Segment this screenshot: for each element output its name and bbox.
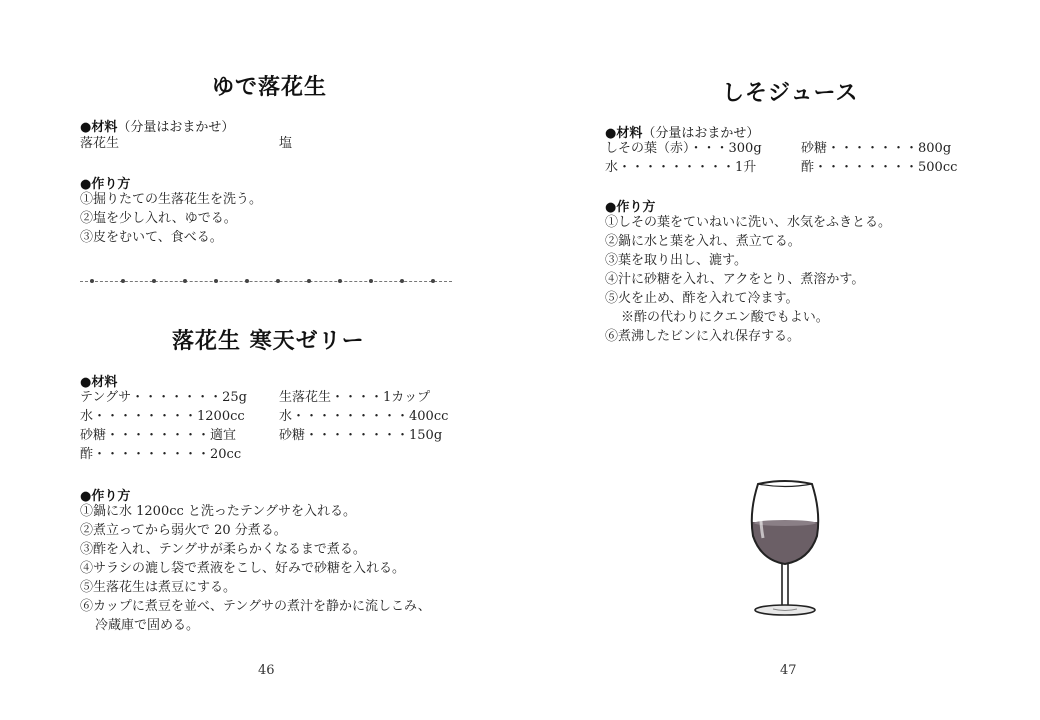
page-number: 46 <box>258 663 275 678</box>
method-step: ③皮をむいて、食べる。 <box>80 230 223 245</box>
method-step: ④サラシの漉し袋で煮液をこし、好みで砂糖を入れる。 <box>80 561 406 576</box>
ingredient-item: 水・・・・・・・・1200cc <box>80 409 245 424</box>
ingredient-item: 砂糖・・・・・・・・150g <box>279 428 443 443</box>
ingredient-item: 酢・・・・・・・・・20cc <box>80 447 242 462</box>
ingredient-item: 生落花生・・・・1カップ <box>279 390 431 405</box>
recipe-title-shiso-juice: しそジュース <box>722 81 859 106</box>
ingredient-item: テングサ・・・・・・・25g <box>80 390 247 405</box>
section-divider <box>80 281 452 283</box>
ingredient-item: しその葉（赤）・・・300g <box>605 141 762 156</box>
method-step: ②塩を少し入れ、ゆでる。 <box>80 211 237 226</box>
recipe-title-peanut-agar-jelly: 落花生 寒天ゼリー <box>172 329 365 354</box>
wine-glass-icon <box>745 478 825 620</box>
ingredient-item: 塩 <box>279 136 293 151</box>
recipe-title-boiled-peanuts: ゆで落花生 <box>212 75 328 100</box>
method-heading: ●作り方 <box>605 200 656 215</box>
method-step: ①鍋に水 1200cc と洗ったテングサを入れる。 <box>80 504 357 519</box>
method-step: ③葉を取り出し、漉す。 <box>605 253 747 268</box>
method-step: ②鍋に水と葉を入れ、煮立てる。 <box>605 234 801 249</box>
ingredient-item: 落花生 <box>80 136 120 151</box>
method-step: ②煮立ってから弱火で 20 分煮る。 <box>80 523 287 538</box>
method-heading: ●作り方 <box>80 489 131 504</box>
ingredient-item: 水・・・・・・・・・1升 <box>605 160 757 175</box>
ingredients-heading-label: ●材料 <box>80 120 118 135</box>
method-heading: ●作り方 <box>80 177 131 192</box>
ingredients-heading <box>80 116 234 135</box>
ingredients-heading: ●材料 <box>80 375 118 390</box>
page-number: 47 <box>780 663 797 678</box>
ingredients-heading-label: ●材料 <box>605 126 643 141</box>
method-step: ④汁に砂糖を入れ、アクをとり、煮溶かす。 <box>605 272 865 287</box>
ingredient-item: 砂糖・・・・・・・・適宜 <box>80 428 237 443</box>
method-step: ⑥煮沸したビンに入れ保存する。 <box>605 329 801 344</box>
method-step: ③酢を入れ、テングサが柔らかくなるまで煮る。 <box>80 542 366 557</box>
ingredient-item: 砂糖・・・・・・・800g <box>801 141 952 156</box>
ingredients-note: （分量はおまかせ） <box>117 120 235 135</box>
ingredient-item: 水・・・・・・・・・400cc <box>279 409 449 424</box>
method-step: ⑤生落花生は煮豆にする。 <box>80 580 237 595</box>
method-note: ※酢の代わりにクエン酸でもよい。 <box>621 310 829 325</box>
ingredient-item: 酢・・・・・・・・500cc <box>801 160 958 175</box>
method-step: ①掘りたての生落花生を洗う。 <box>80 192 263 207</box>
method-step: ⑥カップに煮豆を並べ、テングサの煮汁を静かに流しこみ、 <box>80 599 431 614</box>
method-step: ⑤火を止め、酢を入れて冷ます。 <box>605 291 799 306</box>
method-step: ①しその葉をていねいに洗い、水気をふきとる。 <box>605 215 892 230</box>
method-step-continuation: 冷蔵庫で固める。 <box>95 618 200 633</box>
ingredients-note: （分量はおまかせ） <box>642 126 760 141</box>
